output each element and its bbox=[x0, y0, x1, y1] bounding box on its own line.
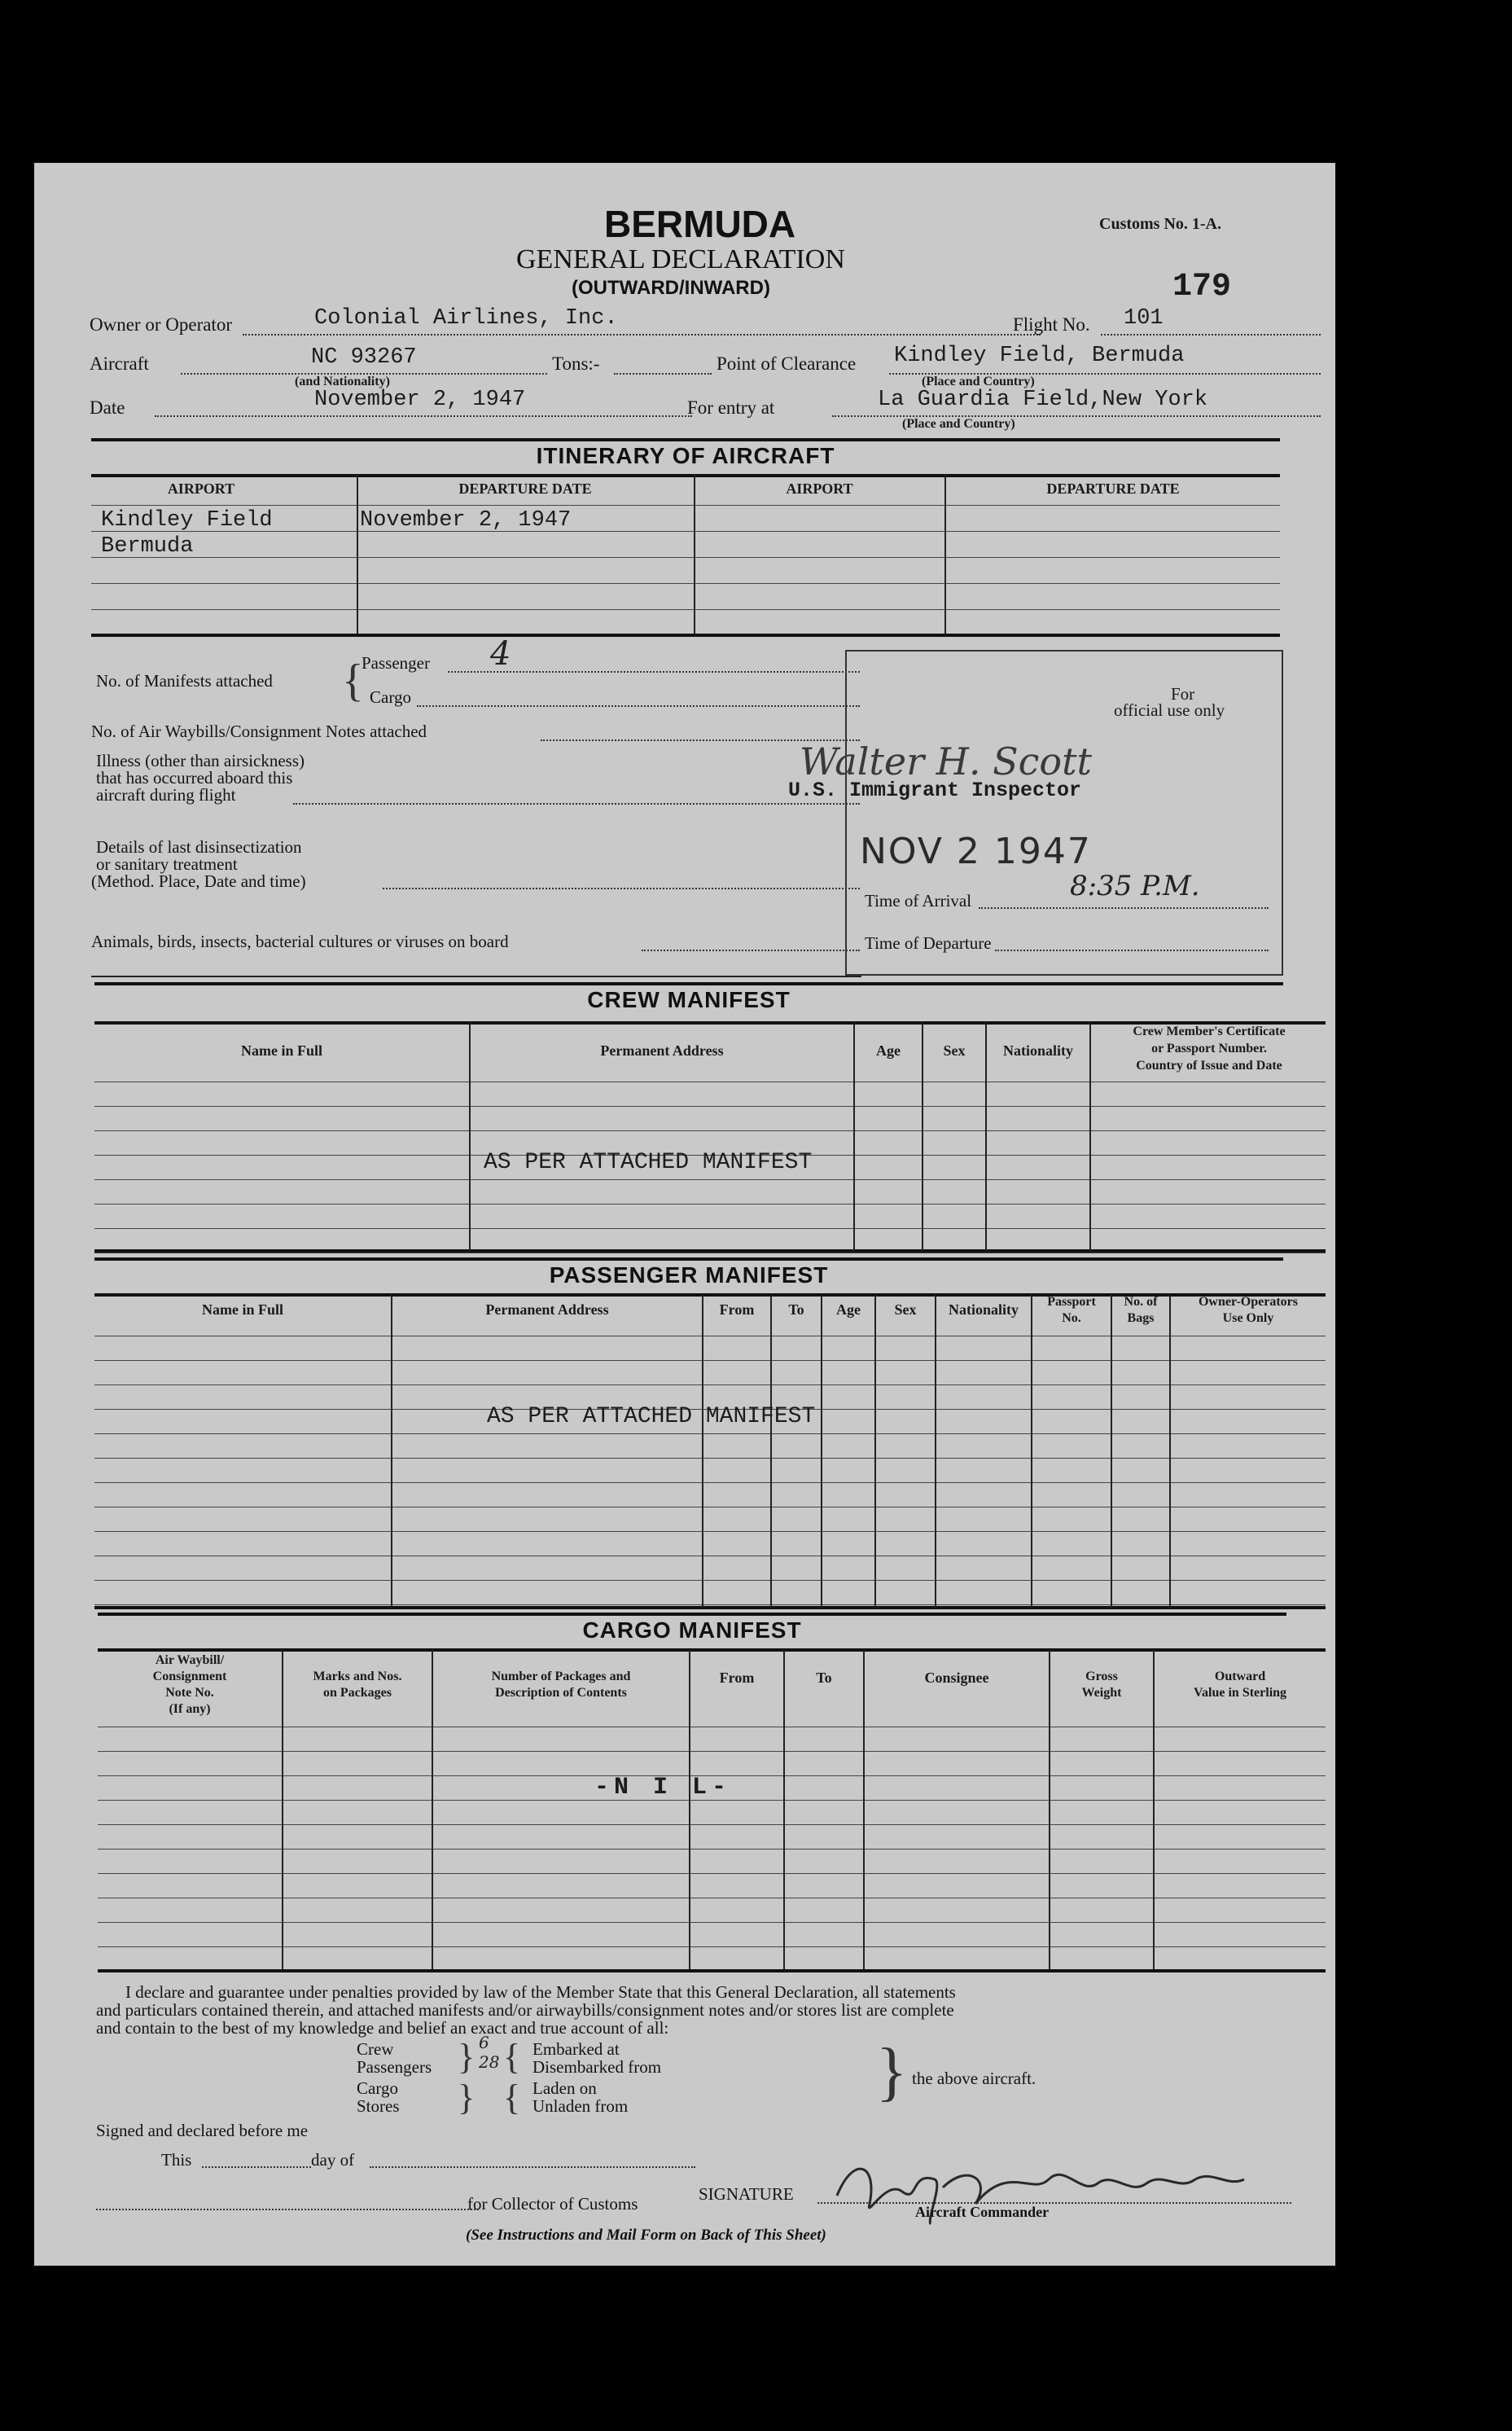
cargo-rule-bottom bbox=[98, 1969, 1326, 1972]
decl-signature-label: SIGNATURE bbox=[699, 2184, 794, 2204]
pax-row-line bbox=[94, 1433, 1326, 1434]
pax-col-line bbox=[770, 1295, 772, 1608]
cargo-col-line bbox=[689, 1650, 690, 1969]
cargo-col-line bbox=[783, 1650, 785, 1969]
official-use-line1: For bbox=[1171, 684, 1195, 704]
cargo-header-value-2: Value in Sterling bbox=[1193, 1686, 1287, 1700]
crew-col-line bbox=[985, 1023, 987, 1251]
inspector-signature: Walter H. Scott bbox=[800, 739, 1093, 783]
date-value: November 2, 1947 bbox=[314, 388, 526, 412]
cargo-col-line bbox=[432, 1650, 433, 1969]
decl-aircraft-commander: Aircraft Commander bbox=[915, 2204, 1050, 2220]
entry-value: La Guardia Field,New York bbox=[878, 388, 1208, 412]
crew-col-line bbox=[469, 1023, 471, 1251]
owner-value: Colonial Airlines, Inc. bbox=[314, 306, 618, 331]
aircraft-label: Aircraft bbox=[90, 353, 149, 374]
entry-label: For entry at bbox=[687, 397, 775, 418]
illness-line3: aircraft during flight bbox=[96, 785, 236, 805]
official-use-box bbox=[845, 650, 1283, 976]
itin-departure-date: November 2, 1947 bbox=[360, 508, 572, 533]
pax-row-line bbox=[94, 1482, 1326, 1483]
declaration-form bbox=[34, 163, 1335, 2266]
itinerary-rule-top bbox=[91, 438, 1280, 441]
cargo-header-marks-1: Marks and Nos. bbox=[313, 1670, 402, 1683]
cargo-col-line bbox=[1153, 1650, 1155, 1969]
crew-rule-top bbox=[94, 982, 1283, 985]
decl-crew: Crew bbox=[357, 2039, 394, 2059]
arrival-label: Time of Arrival bbox=[865, 891, 972, 911]
waybills-label: No. of Air Waybills/Consignment Notes attached bbox=[91, 722, 427, 741]
crew-title: CREW MANIFEST bbox=[587, 987, 791, 1012]
pax-header-passport-2: No. bbox=[1062, 1311, 1081, 1325]
aircraft-value: NC 93267 bbox=[311, 345, 417, 370]
pax-row-line bbox=[94, 1531, 1326, 1532]
pax-row-line bbox=[94, 1580, 1326, 1581]
pax-col-line bbox=[1169, 1295, 1171, 1608]
itin-row-line bbox=[91, 557, 1280, 558]
crew-row-line bbox=[94, 1130, 1326, 1131]
inspector-title: U.S. Immigrant Inspector bbox=[788, 779, 1082, 802]
cargo-header-from: From bbox=[719, 1670, 755, 1686]
pax-row-line bbox=[94, 1384, 1326, 1385]
customs-number: Customs No. 1-A. bbox=[1099, 215, 1221, 233]
crew-header-name: Name in Full bbox=[240, 1042, 322, 1059]
entry-note: (Place and Country) bbox=[902, 417, 1015, 431]
cargo-header-waybill-2: Consignment bbox=[152, 1670, 227, 1683]
cargo-header-consignee: Consignee bbox=[924, 1670, 989, 1686]
crew-header-cert-1: Crew Member's Certificate bbox=[1133, 1025, 1286, 1038]
passenger-title: PASSENGER MANIFEST bbox=[549, 1262, 829, 1288]
pax-header-owner-1: Owner-Operators bbox=[1198, 1295, 1299, 1309]
passenger-note: AS PER ATTACHED MANIFEST bbox=[487, 1404, 816, 1429]
illness-dotted-line bbox=[293, 803, 860, 805]
cargo-rule-top bbox=[98, 1613, 1286, 1616]
pax-row-line bbox=[94, 1458, 1326, 1459]
decl-brace-left-2: } bbox=[458, 2078, 476, 2117]
pax-header-bags-1: No. of bbox=[1124, 1295, 1158, 1309]
cargo-title: CARGO MANIFEST bbox=[582, 1617, 802, 1643]
cargo-header-packages-1: Number of Packages and bbox=[491, 1670, 631, 1683]
itin-row-line bbox=[91, 505, 1280, 506]
decl-day-dotted-line bbox=[370, 2166, 695, 2168]
pax-col-line bbox=[935, 1295, 936, 1608]
itin-col-line bbox=[357, 474, 358, 634]
cargo-header-waybill-1: Air Waybill/ bbox=[155, 1653, 225, 1667]
cargo-col-line bbox=[863, 1650, 865, 1969]
tons-dotted-line bbox=[614, 373, 712, 375]
crew-row-line bbox=[94, 1179, 1326, 1180]
disinsect-dotted-line bbox=[383, 888, 860, 889]
itinerary-rule-bottom bbox=[91, 634, 1280, 637]
arrival-time: 8:35 P.M. bbox=[1070, 870, 1200, 902]
passenger-rule-top bbox=[94, 1257, 1283, 1261]
decl-disembarked: Disembarked from bbox=[532, 2057, 662, 2077]
arrival-date-stamp: NOV 2 1947 bbox=[860, 831, 1092, 872]
pax-col-line bbox=[702, 1295, 703, 1608]
declaration-line2: and particulars contained therein, and attached manifests and/or airwaybills/consignment notes and/or stores list are complete bbox=[96, 2000, 954, 2020]
cargo-label: Cargo bbox=[370, 687, 411, 707]
serial-number: 179 bbox=[1172, 269, 1232, 305]
pax-header-bags-2: Bags bbox=[1127, 1311, 1155, 1325]
decl-unladen: Unladen from bbox=[532, 2096, 629, 2116]
illness-line2: that has occurred aboard this bbox=[96, 768, 293, 788]
crew-header-cert-2: or Passport Number. bbox=[1151, 1042, 1267, 1055]
cargo-header-packages-2: Description of Contents bbox=[495, 1686, 627, 1700]
cargo-col-line bbox=[282, 1650, 283, 1969]
itin-airport-line1: Kindley Field bbox=[101, 508, 273, 533]
flight-label: Flight No. bbox=[1013, 314, 1090, 335]
cargo-header-marks-2: on Packages bbox=[323, 1686, 392, 1700]
owner-label: Owner or Operator bbox=[90, 314, 232, 335]
decl-stores: Stores bbox=[357, 2096, 400, 2116]
pax-header-nationality: Nationality bbox=[948, 1301, 1019, 1318]
decl-brace-right-2: { bbox=[503, 2078, 521, 2117]
itin-col-line bbox=[694, 474, 695, 634]
decl-collector: for Collector of Customs bbox=[467, 2194, 638, 2214]
animals-label: Animals, birds, insects, bacterial cultures or viruses on board bbox=[91, 932, 509, 951]
itin-airport-line2: Bermuda bbox=[101, 534, 194, 559]
crew-row-line bbox=[94, 1228, 1326, 1229]
decl-brace-right-1: { bbox=[503, 2037, 521, 2077]
itin-row-line bbox=[91, 583, 1280, 584]
crew-row-line bbox=[94, 1204, 1326, 1205]
cargo-header-value-1: Outward bbox=[1214, 1670, 1266, 1683]
pax-col-line bbox=[821, 1295, 822, 1608]
clearance-value: Kindley Field, Bermuda bbox=[894, 344, 1185, 368]
owner-dotted-line bbox=[243, 334, 1041, 336]
cargo-header-waybill-4: (If any) bbox=[169, 1702, 211, 1716]
arrival-dotted-line bbox=[979, 907, 1269, 909]
decl-brace-left-1: } bbox=[458, 2037, 476, 2077]
crew-col-line bbox=[922, 1023, 923, 1251]
form-title: BERMUDA bbox=[604, 203, 796, 245]
crew-col-line bbox=[853, 1023, 855, 1251]
crew-header-sex: Sex bbox=[943, 1042, 966, 1059]
crew-header-address: Permanent Address bbox=[600, 1042, 724, 1059]
decl-footer: (See Instructions and Mail Form on Back of This Sheet) bbox=[466, 2227, 826, 2244]
departure-dotted-line bbox=[995, 950, 1269, 951]
passenger-label: Passenger bbox=[362, 653, 430, 673]
form-direction: (OUTWARD/INWARD) bbox=[572, 277, 770, 299]
decl-passengers: Passengers bbox=[357, 2057, 432, 2077]
declaration-line1: I declare and guarantee under penalties provided by law of the Member State that this General Declaration, all statements bbox=[125, 1982, 956, 2002]
cargo-header-gross-2: Weight bbox=[1081, 1686, 1122, 1700]
decl-this: This bbox=[161, 2150, 192, 2170]
manifests-brace: { bbox=[342, 656, 364, 706]
crew-header-cert-3: Country of Issue and Date bbox=[1136, 1059, 1282, 1073]
cargo-header-waybill-3: Note No. bbox=[165, 1686, 214, 1700]
cargo-note: -N I L- bbox=[594, 1774, 732, 1801]
itinerary-rule-header bbox=[91, 474, 1280, 477]
cargo-header-gross-1: Gross bbox=[1085, 1670, 1118, 1683]
itin-row-line bbox=[91, 609, 1280, 610]
itin-header-airport-1: AIRPORT bbox=[167, 480, 235, 497]
crew-note: AS PER ATTACHED MANIFEST bbox=[484, 1150, 813, 1175]
decl-handwritten-disembarked: 28 bbox=[479, 2052, 500, 2072]
flight-value: 101 bbox=[1124, 306, 1164, 331]
pax-header-age: Age bbox=[836, 1301, 861, 1318]
disinsect-line1: Details of last disinsectization bbox=[96, 837, 302, 857]
passenger-count: 4 bbox=[490, 635, 511, 673]
crew-rule-bottom bbox=[94, 1249, 1326, 1253]
pax-header-sex: Sex bbox=[894, 1301, 917, 1318]
animals-dotted-line bbox=[642, 950, 860, 951]
crew-row-line bbox=[94, 1106, 1326, 1107]
official-use-line2: official use only bbox=[1114, 700, 1225, 720]
decl-signed-before: Signed and declared before me bbox=[96, 2121, 309, 2140]
crew-header-age: Age bbox=[876, 1042, 901, 1059]
flight-dotted-line bbox=[1101, 334, 1321, 336]
pax-header-name: Name in Full bbox=[201, 1301, 283, 1318]
decl-embarked: Embarked at bbox=[532, 2039, 620, 2059]
pax-row-line bbox=[94, 1604, 1326, 1605]
itinerary-title: ITINERARY OF AIRCRAFT bbox=[536, 443, 835, 468]
pax-col-line bbox=[1111, 1295, 1112, 1608]
itin-header-airport-2: AIRPORT bbox=[786, 480, 853, 497]
pax-header-owner-2: Use Only bbox=[1222, 1311, 1274, 1325]
pax-header-to: To bbox=[788, 1301, 804, 1318]
decl-day-of: day of bbox=[311, 2150, 355, 2170]
pax-col-line bbox=[391, 1295, 392, 1608]
passenger-rule-bottom bbox=[94, 1606, 1326, 1609]
aircraft-note: (and Nationality) bbox=[295, 375, 390, 388]
disinsect-line2: or sanitary treatment bbox=[96, 854, 238, 874]
decl-handwritten-embarked: 6 bbox=[479, 2033, 489, 2052]
cargo-header-to: To bbox=[816, 1670, 832, 1686]
pax-col-line bbox=[874, 1295, 876, 1608]
clearance-label: Point of Clearance bbox=[717, 353, 857, 374]
pax-row-line bbox=[94, 1360, 1326, 1361]
decl-big-brace: } bbox=[876, 2036, 908, 2108]
itin-col-line bbox=[944, 474, 946, 634]
decl-laden: Laden on bbox=[532, 2078, 597, 2098]
tons-label: Tons:- bbox=[552, 353, 600, 374]
pax-header-passport-1: Passport bbox=[1047, 1295, 1096, 1309]
date-dotted-line bbox=[155, 415, 692, 417]
manifests-label: No. of Manifests attached bbox=[96, 671, 273, 691]
decl-above-aircraft: the above aircraft. bbox=[912, 2069, 1036, 2088]
illness-line1: Illness (other than airsickness) bbox=[96, 751, 305, 770]
pax-col-line bbox=[1031, 1295, 1032, 1608]
departure-label: Time of Departure bbox=[865, 933, 992, 953]
cargo-dotted-line bbox=[417, 705, 860, 707]
pax-header-from: From bbox=[719, 1301, 755, 1318]
middle-section-rule bbox=[91, 976, 861, 977]
pax-header-address: Permanent Address bbox=[485, 1301, 609, 1318]
form-subtitle: GENERAL DECLARATION bbox=[516, 244, 845, 274]
crew-col-line bbox=[1089, 1023, 1091, 1251]
disinsect-line3: (Method. Place, Date and time) bbox=[91, 871, 306, 891]
decl-cargo: Cargo bbox=[357, 2078, 398, 2098]
date-label: Date bbox=[90, 397, 125, 418]
itin-header-date-1: DEPARTURE DATE bbox=[458, 480, 592, 497]
decl-this-dotted-line bbox=[202, 2166, 311, 2168]
collector-dotted-line bbox=[96, 2209, 479, 2210]
itin-header-date-2: DEPARTURE DATE bbox=[1046, 480, 1180, 497]
clearance-note: (Place and Country) bbox=[922, 375, 1035, 388]
declaration-line3: and contain to the best of my knowledge and belief an exact and true account of all: bbox=[96, 2018, 669, 2038]
crew-header-nationality: Nationality bbox=[1002, 1042, 1073, 1059]
cargo-col-line bbox=[1049, 1650, 1050, 1969]
